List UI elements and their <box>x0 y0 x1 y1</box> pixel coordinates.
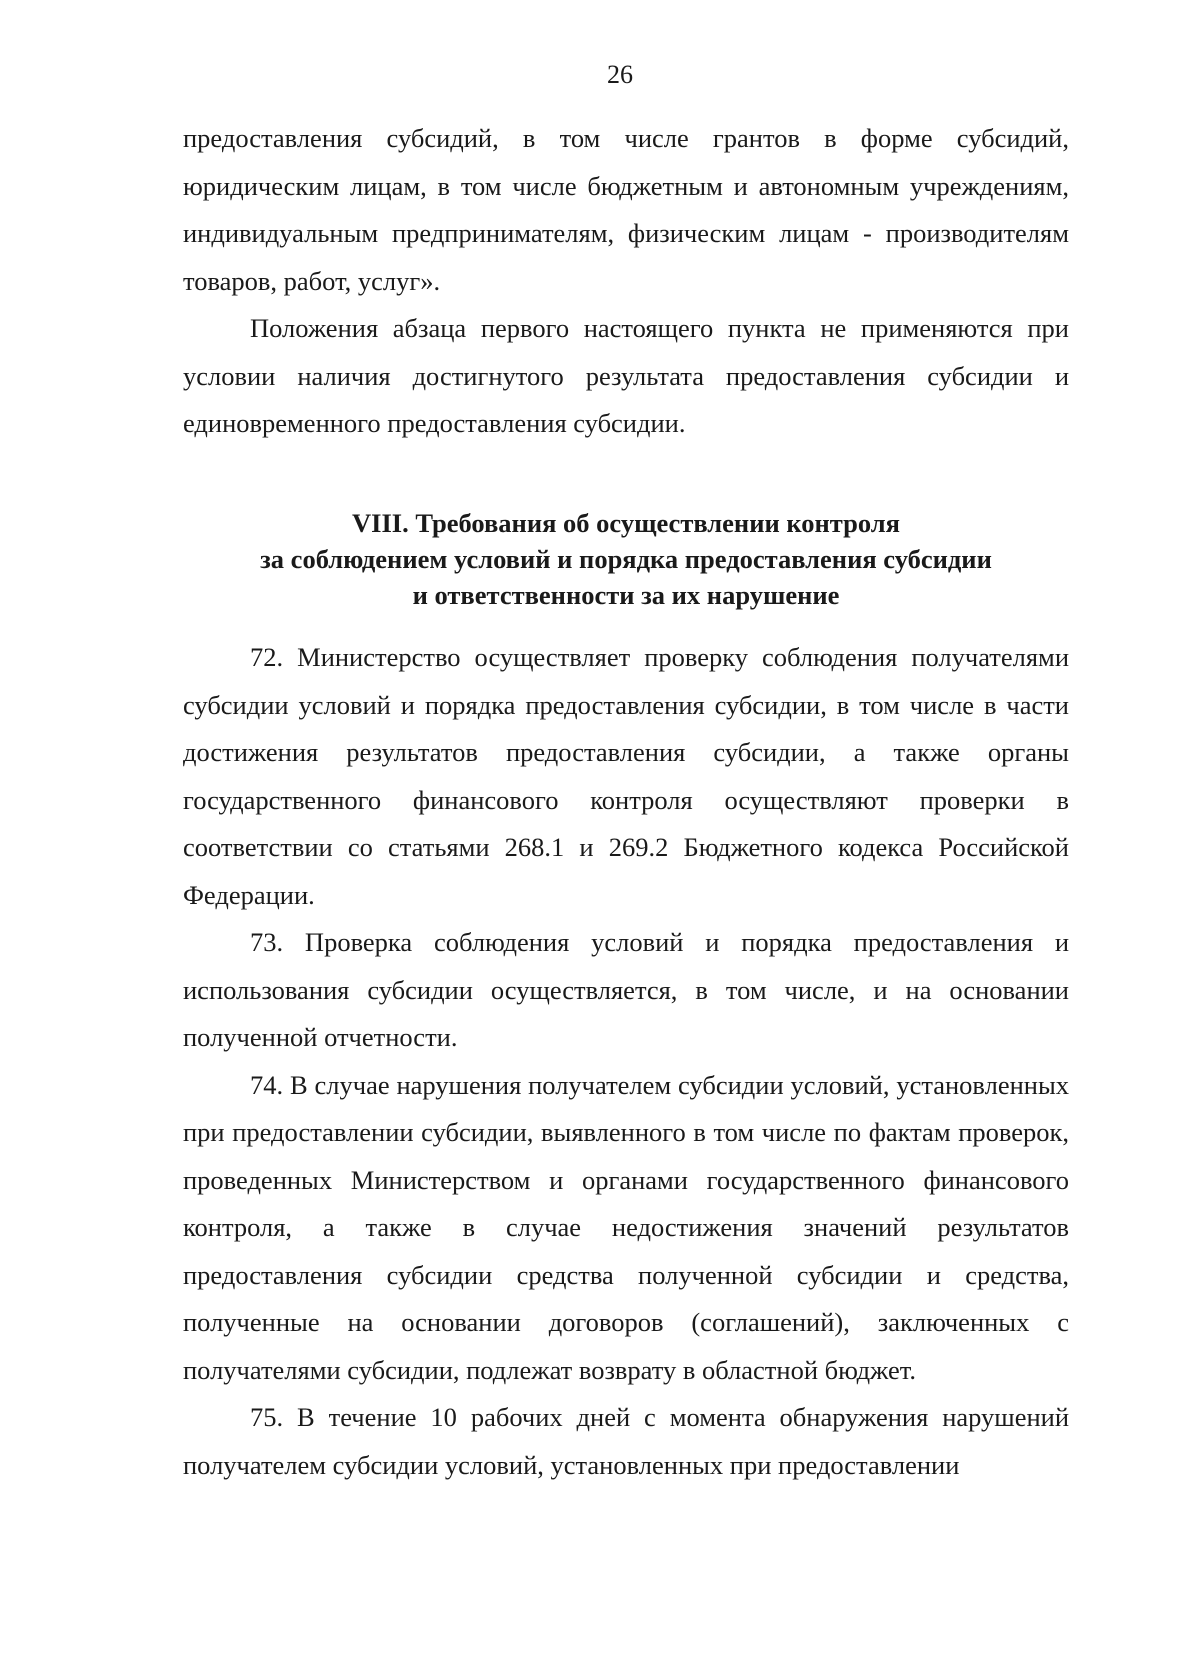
page-number: 26 <box>607 60 633 89</box>
paragraph-73: 73. Проверка соблюдения условий и порядка предоставления и использования субсидии осуществляется, в том числе, и на основании полученной отчетности. <box>183 927 1069 1052</box>
section-heading-line-1: VIII. Требования об осуществлении контроля <box>352 508 900 538</box>
paragraph-provisions: Положения абзаца первого настоящего пункта не применяются при условии наличия достигнутого результата предоставления субсидии и единовременного предоставления субсидии. <box>183 313 1069 438</box>
paragraph-72: 72. Министерство осуществляет проверку соблюдения получателями субсидии условий и порядка предоставления субсидии, в том числе в части достижения результатов предоставления субсидии, а также органы государственного финансового контроля осуществляют проверки в соответствии со статьями 268.1 и 269.2 Бюджетного кодекса Российской Федерации. <box>183 642 1069 910</box>
continued-text-block <box>183 115 1069 448</box>
section-heading <box>183 505 1069 613</box>
paragraph-74: 74. В случае нарушения получателем субсидии условий, установленных при предоставлении субсидии, выявленного в том числе по фактам проверок, проведенных Министерством и органами государственного финансового контроля, а также в случае недостижения значений результатов предоставления субсидии средства полученной субсидии и средства, полученные на основании договоров (соглашений), заключенных с получателями субсидии, подлежат возврату в областной бюджет. <box>183 1069 1069 1385</box>
paragraph-continuation: предоставления субсидий, в том числе грантов в форме субсидий, юридическим лицам, в том числе бюджетным и автономным учреждениям, индивидуальным предпринимателям, физическим лицам - производителям товаров, работ, услуг». <box>183 123 1069 296</box>
section-heading-line-2: за соблюдением условий и порядка предоставления субсидии <box>260 544 992 574</box>
section-heading-line-3: и ответственности за их нарушение <box>412 580 840 610</box>
paragraph-75: 75. В течение 10 рабочих дней с момента обнаружения нарушений получателем субсидии условий, установленных при предоставлении <box>183 1402 1069 1480</box>
section-body <box>183 634 1069 1489</box>
